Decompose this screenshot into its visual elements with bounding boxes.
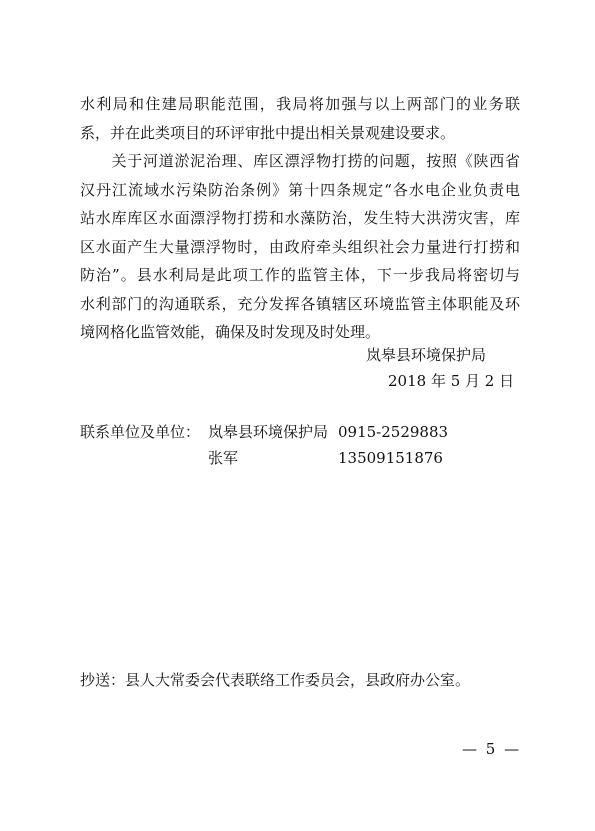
page-number: — 5 — [462, 740, 522, 758]
body-line: 关于河道淤泥治理、库区漂浮物打捞的问题，按照《陕西省 [80, 152, 520, 170]
body-line: 水利局和住建局职能范围，我局将加强与以上两部门的业务联 [80, 95, 520, 113]
body-paragraph-1 [80, 90, 520, 147]
contact-name: 张军 [208, 449, 239, 467]
signature-org: 岚皋县环境保护局 [366, 346, 487, 364]
body-line: 站水库库区水面漂浮物打捞和水藻防治，发生特大洪涝灾害，库 [80, 209, 520, 227]
cc-line: 抄送：县人大常委会代表联络工作委员会，县政府办公室。 [80, 671, 471, 689]
signature-date: 2018 年 5 月 2 日 [388, 372, 515, 390]
contact-label: 联系单位及单位： [80, 423, 201, 441]
contact-phone: 0915-2529883 [338, 423, 449, 441]
contact-org: 岚皋县环境保护局 [208, 423, 329, 441]
body-paragraph-2 [80, 147, 520, 347]
body-line: 系，并在此类项目的环评审批中提出相关景观建设要求。 [80, 123, 456, 142]
body-line: 区水面产生大量漂浮物时，由政府牵头组织社会力量进行打捞和 [80, 237, 520, 256]
contact-mobile: 13509151876 [338, 449, 443, 467]
body-line: 防治”。县水利局是此项工作的监管主体，下一步我局将密切与 [80, 266, 520, 284]
body-line: 境网格化监管效能，确保及时发现及时处理。 [80, 323, 381, 341]
body-line: 汉丹江流域水污染防治条例》第十四条规定“各水电企业负责电 [80, 180, 520, 199]
body-line: 水利部门的沟通联系，充分发挥各镇辖区环境监管主体职能及环 [80, 294, 520, 313]
